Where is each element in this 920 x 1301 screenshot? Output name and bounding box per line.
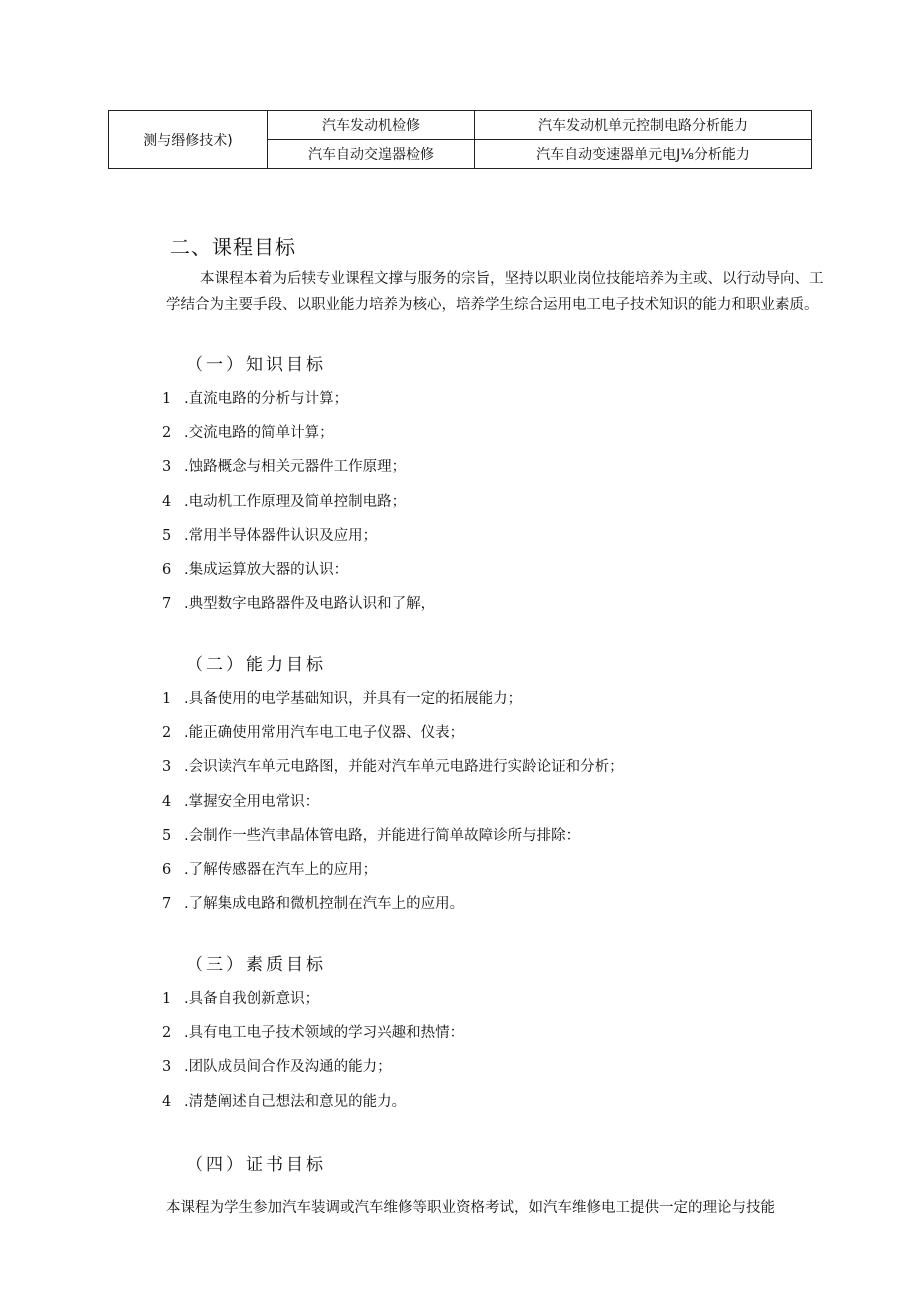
item-text: .清楚阐述自己想法和意见的能力。 [184,1093,407,1110]
quality-goals-list [162,989,464,1126]
item-text: .电动机工作原理及简单控制电路； [184,493,407,510]
item-text: .具备自我创新意识； [184,991,320,1007]
item-text: .具备使用的电学基础知识，并具有一定的拓展能力； [184,691,523,707]
ability-goals-heading: （二）能力目标 [186,655,326,675]
item-number: 7 [162,896,172,913]
item-number: 4 [162,493,172,510]
item-text: .典型数字电路器件及电路认识和了解， [184,596,436,613]
list-item [162,457,435,491]
knowledge-goals-list [162,389,435,628]
list-item [162,894,624,928]
list-item [162,560,435,594]
item-text: .掌握安全用电常识： [184,793,320,810]
item-number: 2 [162,725,172,742]
table-cell-category: 测与缗修技术) [109,111,268,169]
list-item [162,526,435,560]
item-text: .了解传感器在汽车上的应用； [184,861,378,878]
table-row [109,111,812,140]
item-number: 4 [162,793,172,810]
item-text: .会识读汽车单元电路图，并能对汽车单元电路进行实龄论证和分析； [184,759,624,776]
course-ability-table [108,110,812,169]
item-text: .会制作一些汽聿晶体管电路，并能进行简单故障诊所与排除： [184,827,581,844]
list-item [162,594,435,628]
item-number: 2 [162,1025,172,1042]
list-item [162,1023,464,1057]
list-item [162,723,624,757]
list-item [162,792,624,826]
item-number: 3 [162,1059,172,1076]
table-cell-ability: 汽车发动机单元控制电路分析能力 [475,111,812,140]
table-cell-course: 汽车发动机检修 [268,111,475,140]
list-item [162,1057,464,1091]
item-number: 2 [162,425,172,442]
item-number: 3 [162,759,172,776]
item-number: 5 [162,827,172,844]
item-number: 5 [162,527,172,544]
item-text: .交流电路的简单计算； [184,425,334,442]
list-item [162,989,464,1023]
table-cell-ability: 汽车自动变速器单元电J⅛分析能力 [475,140,812,169]
item-number: 1 [162,691,172,707]
section-title-course-goals: 二、课程目标 [170,235,296,259]
knowledge-goals-heading: （一）知识目标 [186,355,326,375]
item-text: .常用半导体器件认识及应用； [184,527,378,544]
quality-goals-heading: （三）素质目标 [186,955,326,975]
table-cell-course: 汽车自动交遑器检修 [268,140,475,169]
list-item [162,389,435,423]
list-item [162,860,624,894]
item-text: .能正确使用常用汽车电工电子仪器、仪表； [184,725,465,742]
item-number: 1 [162,391,172,407]
item-text: .直流电路的分析与计算； [184,391,349,407]
list-item [162,757,624,791]
item-number: 3 [162,459,172,476]
list-item [162,492,435,526]
item-number: 1 [162,991,172,1007]
item-text: .蚀路概念与相关元器件工作原理； [184,459,407,476]
item-number: 6 [162,861,172,878]
list-item [162,826,624,860]
list-item [162,689,624,723]
ability-goals-list [162,689,624,928]
item-text: .了解集成电路和微机控制在汽车上的应用。 [184,896,465,913]
certificate-goals-text: 本课程为学生参加汽车装调或汽车维修等职业资格考试，如汽车维修电工提供一定的理论与技能 [166,1200,775,1216]
item-number: 7 [162,596,172,613]
item-number: 4 [162,1093,172,1110]
item-text: .具有电工电子技术领域的学习兴趣和热情： [184,1025,465,1042]
list-item [162,423,435,457]
item-number: 6 [162,561,172,578]
list-item [162,1092,464,1126]
certificate-goals-heading: （四）证书目标 [186,1155,326,1175]
item-text: .团队成员间合作及沟通的能力； [184,1059,392,1076]
item-text: .集成运算放大器的认识： [184,561,349,578]
course-goals-intro: 本课程本着为后犊专业课程文撑与服务的宗旨，坚持以职业岗位技能培养为主或、以行动导向、工学结合为主要手段、以职业能力培养为核心，培养学生综合运用电工电子技术知识的能力和职业素质。 [166,271,824,313]
